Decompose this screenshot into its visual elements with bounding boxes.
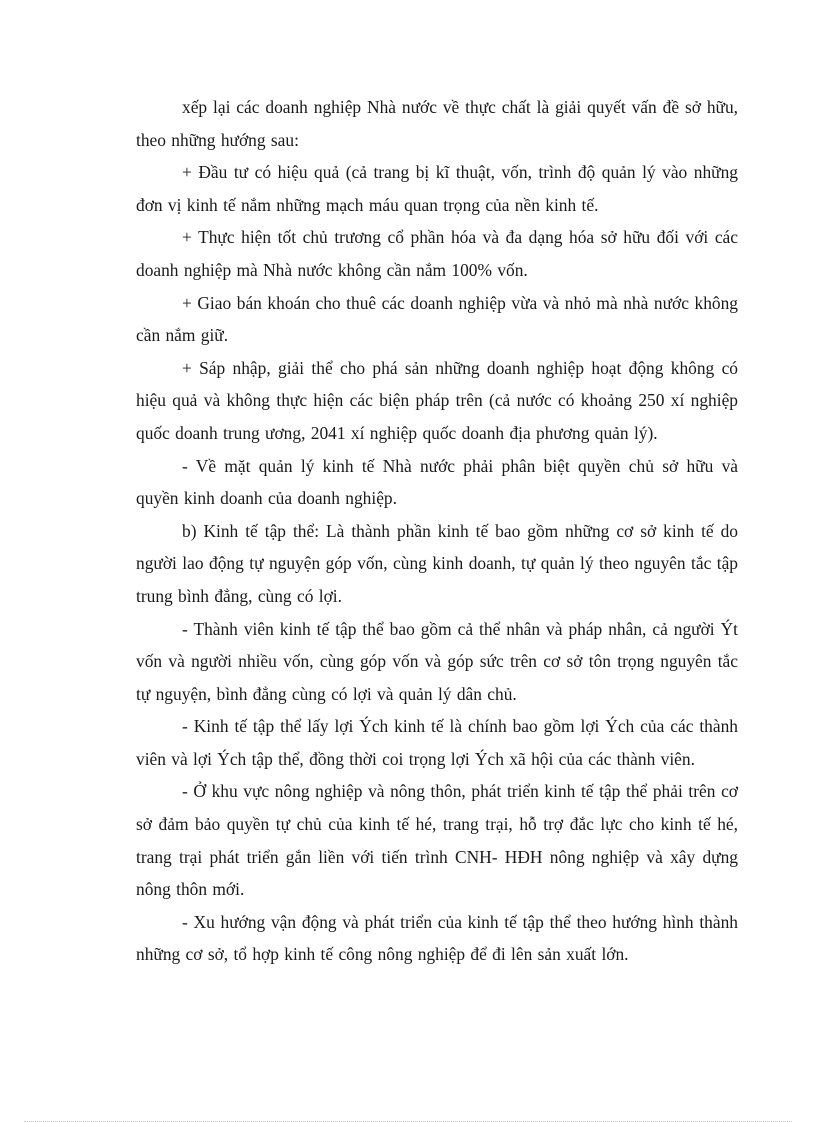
- paragraph-1: xếp lại các doanh nghiệp Nhà nước về thực chất là giải quyết vấn đề sở hữu, theo những hướng sau:: [136, 97, 738, 150]
- page-bottom-border: [24, 1121, 792, 1122]
- paragraph-9: - Kinh tế tập thể lấy lợi Ých kinh tế là chính bao gồm lợi Ých của các thành viên và lợi Ých tập thể, đồng thời coi trọng lợi Ých xã hội của các thành viên.: [136, 716, 738, 769]
- paragraph-10: - Ở khu vực nông nghiệp và nông thôn, phát triển kinh tế tập thể phải trên cơ sở đảm bảo quyền tự chủ của kinh tế hé, trang trại, hỗ trợ đắc lực cho kinh tế hé, trang trại phát triển gắn liền với tiến trình CNH- HĐH nông nghiệp và xây dựng nông thôn mới.: [136, 781, 738, 900]
- paragraph-7: b) Kinh tế tập thể: Là thành phần kinh tế bao gồm những cơ sở kinh tế do người lao động tự nguyện góp vốn, cùng kinh doanh, tự quản lý theo nguyên tắc tập trung bình đẳng, cùng có lợi.: [136, 520, 738, 606]
- paragraph-2: + Đầu tư có hiệu quả (cả trang bị kĩ thuật, vốn, trình độ quản lý vào những đơn vị kinh tế nắm những mạch máu quan trọng của nền kinh tế.: [136, 162, 738, 215]
- document-page: [136, 91, 738, 971]
- paragraph-11: - Xu hướng vận động và phát triển của kinh tế tập thể theo hướng hình thành những cơ sở, tổ hợp kinh tế công nông nghiệp để đi lên sản xuất lớn.: [136, 911, 738, 965]
- paragraph-8: - Thành viên kinh tế tập thể bao gồm cả thể nhân và pháp nhân, cả người Ýt vốn và người nhiều vốn, cùng góp vốn và góp sức trên cơ sở tôn trọng nguyên tắc tự nguyện, bình đẳng cùng có lợi và quản lý dân chủ.: [136, 618, 738, 704]
- paragraph-5: + Sáp nhập, giải thể cho phá sản những doanh nghiệp hoạt động không có hiệu quả và không thực hiện các biện pháp trên (cả nước có khoảng 250 xí nghiệp quốc doanh trung ương, 2041 xí nghiệp quốc doanh địa phương quản lý).: [136, 357, 738, 443]
- paragraph-4: + Giao bán khoán cho thuê các doanh nghiệp vừa và nhỏ mà nhà nước không cần nắm giữ.: [136, 292, 738, 346]
- paragraph-6: - Về mặt quản lý kinh tế Nhà nước phải phân biệt quyền chủ sở hữu và quyền kinh doanh của doanh nghiệp.: [136, 455, 738, 509]
- paragraph-3: + Thực hiện tốt chủ trương cổ phần hóa và đa dạng hóa sở hữu đối với các doanh nghiệp mà Nhà nước không cần nắm 100% vốn.: [136, 227, 738, 280]
